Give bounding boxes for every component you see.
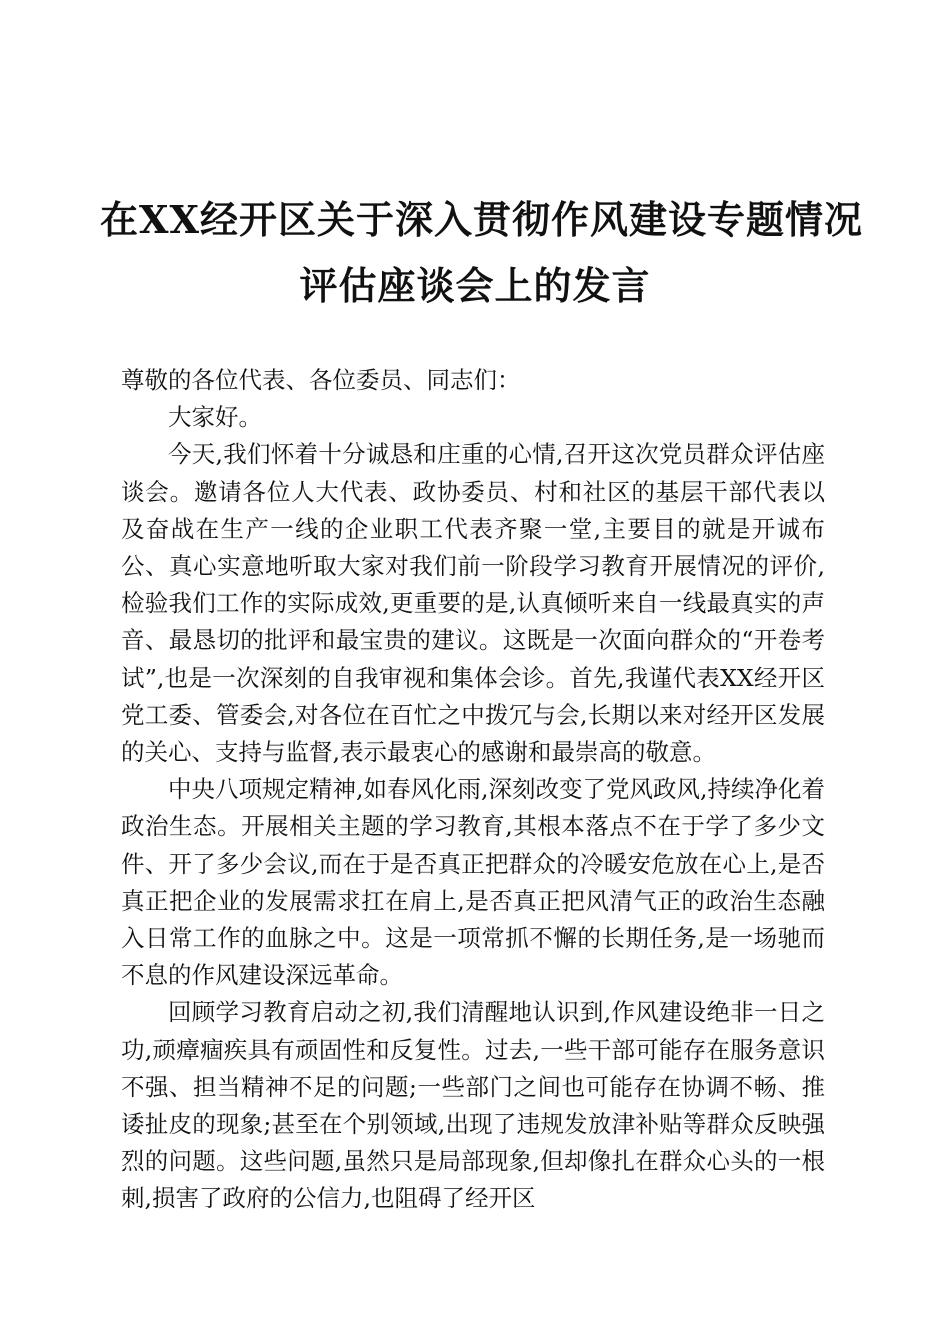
greeting: 大家好。 xyxy=(168,403,262,432)
salutation: 尊敬的各位代表、各位委员、同志们： xyxy=(121,366,521,394)
document-body xyxy=(121,362,825,1218)
document-title-line-1: 在XX经开区关于深入贯彻作风建设专题情况 xyxy=(100,197,863,242)
document-title-line-2: 评估座谈会上的发言 xyxy=(299,263,651,308)
paragraph-eight-point-rules: 中央八项规定精神,如春风化雨,深刻改变了党风政风,持续净化着政治生态。开展相关主题的学习教育,其根本落点不在于学了多少文件、开了多少会议,而在于是否真正把群众的冷暖安危放在心上,是否真正把企业的发展需求扛在肩上,是否真正把风清气正的政治生态融入日常工作的血脉之中。这是一项常抓不懈的长期任务,是一场驰而不息的作风建设深远革命。 xyxy=(121,775,825,990)
paragraph-review: 回顾学习教育启动之初,我们清醒地认识到,作风建设绝非一日之功,顽瘴痼疾具有顽固性和反复性。过去,一些干部可能存在服务意识不强、担当精神不足的问题;一些部门之间也可能存在协调不畅、推诿扯皮的现象;甚至在个别领域,出现了违规发放津补贴等群众反映强烈的问题。这些问题,虽然只是局部现象,但却像扎在群众心头的一根刺,损害了政府的公信力,也阻碍了经开区 xyxy=(121,998,825,1213)
paragraph-opening: 今天,我们怀着十分诚恳和庄重的心情,召开这次党员群众评估座谈会。邀请各位人大代表、政协委员、村和社区的基层干部代表以及奋战在生产一线的企业职工代表齐聚一堂,主要目的就是开诚布公、真心实意地听取大家对我们前一阶段学习教育开展情况的评价,检验我们工作的实际成效,更重要的是,认真倾听来自一线最真实的声音、最恳切的批评和最宝贵的建议。这既是一次面向群众的“开卷考试”,也是一次深刻的自我审视和集体会诊。首先,我谨代表XX经开区党工委、管委会,对各位在百忙之中拨冗与会,长期以来对经开区发展的关心、支持与监督,表示最衷心的感谢和最崇高的敬意。 xyxy=(121,440,825,767)
